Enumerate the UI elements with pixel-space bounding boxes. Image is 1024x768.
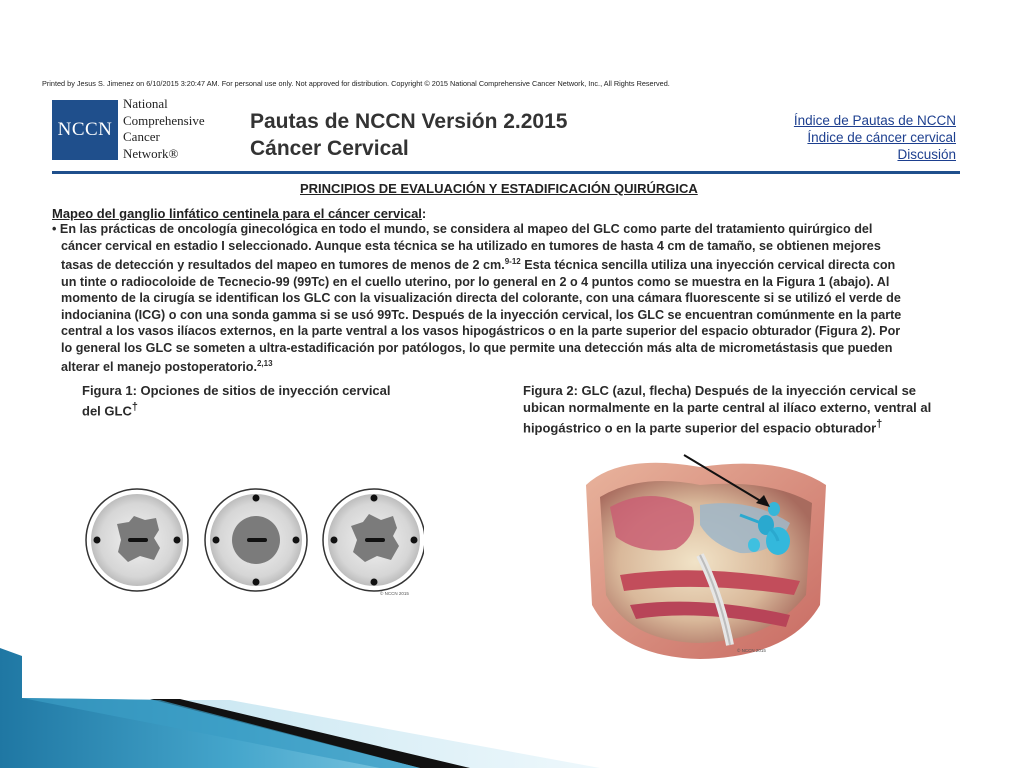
injection-point [411, 537, 418, 544]
paragraph-line: un tinte o radiocoloide de Tecnecio-99 (99Tc) en el cuello uterino, por lo general en 2 o 4 puntos como se muestra en la Figura 1 (abajo). Al [61, 274, 890, 289]
injection-point [293, 537, 300, 544]
injection-point [371, 495, 378, 502]
ribbon-black-stripe [150, 699, 470, 768]
paragraph-text: tasas de detección y resultados del mapeo en tumores de menos de 2 cm. [61, 258, 505, 273]
paragraph-line [52, 221, 967, 238]
pelvic-lymph-node-illustration [580, 445, 832, 663]
dagger: † [876, 418, 883, 430]
cervix-four-point-tumor [323, 489, 424, 591]
citation: 9-12 [504, 257, 521, 266]
injection-point [213, 537, 220, 544]
nccn-logo-words [123, 96, 205, 162]
title-version: Pautas de NCCN Versión 2.2015 [250, 110, 568, 133]
caption-line [523, 416, 963, 436]
logo-word: National [123, 96, 168, 111]
caption-line: Figura 1: Opciones de sitios de inyección cervical [82, 383, 391, 398]
caption-line: ubican normalmente en la parte central al ilíaco externo, ventral al [523, 400, 932, 415]
figure1-caption [82, 382, 432, 419]
paragraph-text: Esta técnica sencilla utiliza una inyección cervical directa con [520, 258, 896, 273]
caption-text: hipogástrico o en la parte superior del espacio obturador [523, 420, 877, 436]
figure2-caption [523, 382, 963, 436]
paragraph-text: En las prácticas de oncología ginecológica en todo el mundo, se considera al mapeo del GLC como parte del tratamiento quirúrgico del [59, 222, 873, 236]
paragraph-line: central a los vasos ilíacos externos, en la parte ventral a los vasos hipogástricos o en la parte superior del espacio obturador (Figura 2). Por [61, 324, 901, 339]
link-guidelines-index[interactable]: Índice de Pautas de NCCN [793, 113, 956, 128]
nccn-logo: NCCN [52, 100, 118, 160]
section-heading: PRINCIPIOS DE EVALUACIÓN Y ESTADIFICACIÓN QUIRÚRGICA [300, 181, 698, 196]
paragraph-text: alterar el manejo postoperatorio. [61, 360, 257, 375]
cervix-injection-diagram [84, 478, 424, 603]
citation: 2,13 [256, 359, 273, 369]
logo-word: Cancer [123, 129, 160, 144]
dagger: † [131, 401, 138, 413]
injection-point [253, 495, 260, 502]
paragraph-line [52, 254, 967, 274]
cervix-two-point [86, 489, 188, 591]
logo-word: Comprehensive [123, 112, 205, 128]
ribbon-left-teal [0, 648, 470, 768]
injection-point [94, 537, 101, 544]
page-title [250, 108, 567, 162]
print-notice: Printed by Jesus S. Jimenez on 6/10/2015 3:20:47 AM. For personal use only. Not approved for distribution. Copyright © 2015 National Comprehensive Cancer Network, Inc., All Rights Reserved. [42, 79, 670, 88]
paragraph-line [52, 356, 967, 376]
ribbon-pale-band [160, 700, 600, 768]
paragraph-line: momento de la cirugía se identifican los GLC con la visualización directa del colorante, con una cámara fluorescente si se utilizó el verde de [61, 291, 901, 306]
title-topic: Cáncer Cervical [250, 137, 409, 160]
injection-point [371, 579, 378, 586]
link-discussion[interactable]: Discusión [897, 147, 956, 162]
header-divider [52, 171, 960, 174]
logo-word: Network® [123, 145, 179, 161]
subheading [52, 206, 426, 221]
injection-point [253, 579, 260, 586]
paragraph-line: cáncer cervical en estadio I seleccionado. Aunque esta técnica se ha utilizado en tumores de hasta 4 cm de tamaño, se obtienen mejores [61, 238, 881, 253]
figure2-copyright: © NCCN 2015 [737, 648, 766, 653]
caption-text: del GLC [82, 403, 132, 419]
link-cervical-index[interactable]: Índice de cáncer cervical [807, 130, 956, 145]
bullet: • [52, 222, 57, 236]
nav-links [794, 112, 956, 163]
paragraph-line: indocianina (ICG) o con una sonda gamma si se usó 99Tc. Después de la inyección cervical, los GLC se encuentran comúnmente en la parte [61, 307, 902, 322]
figure1-copyright: © NCCN 2015 [380, 591, 409, 596]
body-paragraph [52, 221, 967, 376]
subheading-text: Mapeo del ganglio linfático centinela para el cáncer cervical [52, 206, 422, 221]
injection-point [174, 537, 181, 544]
ribbon-thin-teal [22, 698, 420, 768]
paragraph-line: lo general los GLC se someten a ultra-estadificación por patólogos, lo que permite una detección más alta de micrometástasis que pueden [61, 340, 893, 355]
cervix-four-point [205, 489, 307, 591]
caption-line [82, 399, 432, 419]
caption-line: Figura 2: GLC (azul, flecha) Después de la inyección cervical se [523, 383, 917, 398]
injection-point [331, 537, 338, 544]
subheading-colon: : [421, 206, 427, 221]
